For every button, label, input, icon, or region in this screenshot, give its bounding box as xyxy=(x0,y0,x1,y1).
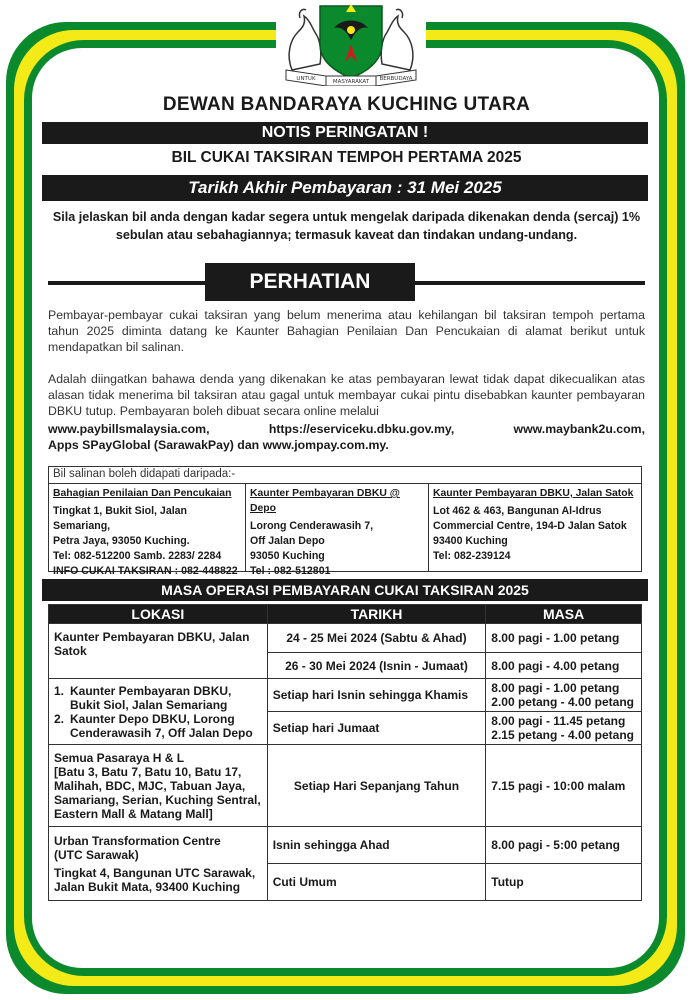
office-line: Tel: 082-239124 xyxy=(433,550,511,562)
office-line: Tingkat 1, Bukit Siol, Jalan Semariang, xyxy=(53,505,188,532)
paragraph-late-payment: Adalah diingatkan bahawa denda yang dikenakan ke atas pembayaran lewat tidak dapat dikecualikan atas alasan tidak menerima bil taksiran atau gagal untuk membayar cukai pintu disebabkan kaunter pembayaran DBKU tutup. Pembayaran boleh dibuat secara online melalui xyxy=(48,372,645,418)
location-item: Kaunter Depo DBKU, Lorong Cenderawasih 7, Off Jalan Depo xyxy=(70,711,253,740)
payment-links xyxy=(48,421,645,453)
penalty-warning: Sila jelaskan bil anda dengan kadar segera untuk mengelak daripada dikenakan denda (sercaj) 1% sebulan atau sebahagiannya; termasuk kaveat dan tindakan undang-undang. xyxy=(52,210,641,242)
paragraph-copy-request: Pembayar-pembayar cukai taksiran yang belum menerima atau kehilangan bil taksiran tempoh pertama tahun 2025 diminta datang ke Kaunter Bahagian Penilaian Dan Pencukaian di alamat berikut untuk mendapatkan bil salinan. xyxy=(48,308,645,354)
date-cell: Setiap hari Jumaat xyxy=(267,712,486,745)
time-cell: 8.00 pagi - 1.00 petang xyxy=(486,624,642,653)
time-line: 8.00 pagi - 1.00 petang xyxy=(491,681,620,695)
deadline-banner: Tarikh Akhir Pembayaran : 31 Mei 2025 xyxy=(42,175,648,201)
banner-text-mid: MASYARAKAT xyxy=(332,79,370,85)
office-line: Lot 462 & 463, Bangunan Al-Idrus xyxy=(433,505,602,517)
location-cell xyxy=(49,679,268,745)
schedule-title: MASA OPERASI PEMBAYARAN CUKAI TAKSIRAN 2025 xyxy=(42,579,648,601)
office-line: Petra Jaya, 93050 Kuching. xyxy=(53,535,190,547)
office-line: Commercial Centre, 194-D Jalan Satok xyxy=(433,520,627,532)
bill-title: BIL CUKAI TAKSIRAN TEMPOH PERTAMA 2025 xyxy=(171,149,522,166)
location-cell: Kaunter Pembayaran DBKU, Jalan Satok xyxy=(49,624,268,679)
date-cell: 26 - 30 Mei 2024 (Isnin - Jumaat) xyxy=(267,653,486,679)
time-cell: 8.00 pagi - 4.00 petang xyxy=(486,653,642,679)
time-cell: Tutup xyxy=(486,864,642,901)
date-cell: 24 - 25 Mei 2024 (Sabtu & Ahad) xyxy=(267,624,486,653)
header-time: MASA xyxy=(486,605,642,624)
header-location: LOKASI xyxy=(49,605,268,624)
time-line: 2.15 petang - 4.00 petang xyxy=(491,728,634,742)
notice-banner: NOTIS PERINGATAN ! xyxy=(42,122,648,144)
list-number: 1. xyxy=(54,683,65,698)
location-cell xyxy=(49,827,268,901)
office-satok xyxy=(429,484,641,571)
right-horse-icon xyxy=(381,9,413,70)
office-penilaian xyxy=(49,484,246,577)
office-line: 93050 Kuching xyxy=(250,550,325,562)
time-line: 2.00 petang - 4.00 petang xyxy=(491,695,634,709)
time-line: 8.00 pagi - 11.45 petang xyxy=(491,714,626,728)
location-line: Urban Transformation Centre xyxy=(54,833,221,848)
table-row xyxy=(49,624,642,653)
header-date: TARIKH xyxy=(267,605,486,624)
table-row xyxy=(49,827,642,864)
date-cell: Setiap Hari Sepanjang Tahun xyxy=(267,745,486,827)
office-heading: Bahagian Penilaian Dan Pencukaian xyxy=(53,488,232,499)
location-line: [Batu 3, Batu 7, Batu 10, Batu 17, Malihah, BDC, MJC, Tabuan Jaya, Samariang, Serian, Kuching Sentral, Eastern Mall & Matang Mall] xyxy=(54,764,261,821)
left-horse-icon xyxy=(289,9,321,70)
schedule-table xyxy=(48,604,642,901)
banner-text-right: BERBUDAYA xyxy=(379,76,413,82)
schedule-header-row xyxy=(49,605,642,624)
table-row xyxy=(49,679,642,712)
banner-text-left: UNTUK xyxy=(296,76,316,82)
time-cell xyxy=(486,679,642,712)
office-heading: Kaunter Pembayaran DBKU @ Depo xyxy=(250,488,400,514)
date-cell: Isnin sehingga Ahad xyxy=(267,827,486,864)
office-line: 93400 Kuching xyxy=(433,535,508,547)
table-row xyxy=(49,745,642,827)
link-spay-jompay: Apps SPayGlobal (SarawakPay) dan www.jompay.com.my. xyxy=(48,438,389,452)
copies-lead: Bil salinan boleh didapati daripada:- xyxy=(49,467,641,484)
office-line: Tel: 082-512200 Samb. 2283/ 2284 xyxy=(53,550,222,562)
time-cell: 7.15 pagi - 10:00 malam xyxy=(486,745,642,827)
time-cell xyxy=(486,712,642,745)
date-cell: Cuti Umum xyxy=(267,864,486,901)
office-line: Lorong Cenderawasih 7, xyxy=(250,520,374,532)
date-cell: Setiap hari Isnin sehingga Khamis xyxy=(267,679,486,712)
location-line: Tingkat 4, Bangunan UTC Sarawak, Jalan Bukit Mata, 93400 Kuching xyxy=(54,865,256,894)
bill-copy-offices xyxy=(48,466,642,577)
location-line: (UTC Sarawak) xyxy=(54,847,139,862)
location-line: Semua Pasaraya H & L xyxy=(54,750,185,765)
office-depo xyxy=(246,484,429,577)
location-cell xyxy=(49,745,268,827)
time-cell: 8.00 pagi - 5:00 petang xyxy=(486,827,642,864)
office-line: Off Jalan Depo xyxy=(250,535,325,547)
office-line: Tel : 082-512801 xyxy=(250,565,331,577)
location-item: Kaunter Pembayaran DBKU, Bukit Siol, Jalan Semariang xyxy=(70,683,232,712)
office-line: INFO CUKAI TAKSIRAN : 082-448822 xyxy=(53,565,238,577)
dbku-logo xyxy=(276,0,426,86)
attention-heading: PERHATIAN xyxy=(205,263,415,301)
shield-emblem-icon xyxy=(320,4,382,78)
office-heading: Kaunter Pembayaran DBKU, Jalan Satok xyxy=(433,488,634,499)
link-eserviceku: https://eserviceku.dbku.gov.my, xyxy=(268,422,455,436)
link-maybank2u: www.maybank2u.com, xyxy=(513,422,645,436)
link-paybills: www.paybillsmalaysia.com, xyxy=(48,422,210,436)
organization-name: DEWAN BANDARAYA KUCHING UTARA xyxy=(162,94,531,115)
list-number: 2. xyxy=(54,711,65,726)
